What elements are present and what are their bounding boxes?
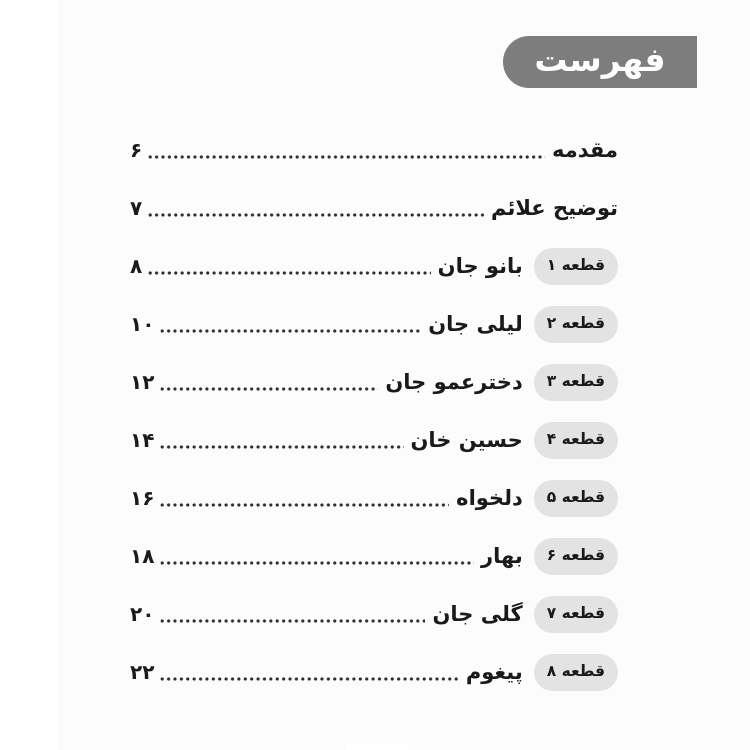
- dotted-leader: [159, 370, 378, 394]
- contents-header-badge: [503, 36, 697, 88]
- toc-entry: [130, 353, 618, 411]
- page-number: ۸: [130, 254, 143, 278]
- toc-entry: [130, 643, 618, 701]
- dotted-leader: [159, 428, 403, 452]
- toc-entry: [130, 121, 618, 179]
- entry-title: پیغوم: [465, 660, 523, 684]
- page-bottom-notch: [345, 744, 408, 750]
- entry-title: حسین خان: [410, 428, 523, 452]
- piece-badge: قطعه ۱: [534, 248, 618, 285]
- page-number: ۱۲: [130, 370, 155, 394]
- page-number: ۶: [130, 138, 143, 162]
- toc-entry: [130, 295, 618, 353]
- piece-badge: قطعه ۶: [534, 538, 618, 575]
- entry-title: بهار: [481, 544, 523, 568]
- dotted-leader: [159, 602, 425, 626]
- piece-badge: قطعه ۲: [534, 306, 618, 343]
- dotted-leader: [159, 312, 421, 336]
- dotted-leader: [147, 138, 545, 162]
- piece-badge: قطعه ۵: [534, 480, 618, 517]
- piece-badge: قطعه ۴: [534, 422, 618, 459]
- toc-entry: [130, 179, 618, 237]
- entry-title: دلخواه: [456, 486, 523, 510]
- entry-title: گلی جان: [432, 602, 523, 626]
- dotted-leader: [159, 544, 474, 568]
- toc-entry: [130, 411, 618, 469]
- toc-entry: [130, 469, 618, 527]
- entry-title: توضیح علائم: [490, 196, 618, 220]
- entry-title: مقدمه: [552, 138, 618, 162]
- entry-title: دخترعمو جان: [385, 370, 523, 394]
- dotted-leader: [147, 254, 430, 278]
- piece-badge: قطعه ۳: [534, 364, 618, 401]
- entry-title: بانو جان: [437, 254, 523, 278]
- page-number: ۷: [130, 196, 143, 220]
- toc-entry: [130, 527, 618, 585]
- page-number: ۲۰: [130, 602, 155, 626]
- toc-entry: [130, 585, 618, 643]
- contents-title: فهرست: [534, 40, 666, 79]
- page-number: ۲۲: [130, 660, 155, 684]
- piece-badge: قطعه ۸: [534, 654, 618, 691]
- page-number: ۱۸: [130, 544, 155, 568]
- toc-list: [130, 121, 618, 701]
- dotted-leader: [159, 660, 458, 684]
- page-number: ۱۶: [130, 486, 155, 510]
- entry-title: لیلی جان: [428, 312, 523, 336]
- toc-entry: [130, 237, 618, 295]
- page-number: ۱۴: [130, 428, 155, 452]
- dotted-leader: [147, 196, 484, 220]
- dotted-leader: [159, 486, 449, 510]
- piece-badge: قطعه ۷: [534, 596, 618, 633]
- page-number: ۱۰: [130, 312, 155, 336]
